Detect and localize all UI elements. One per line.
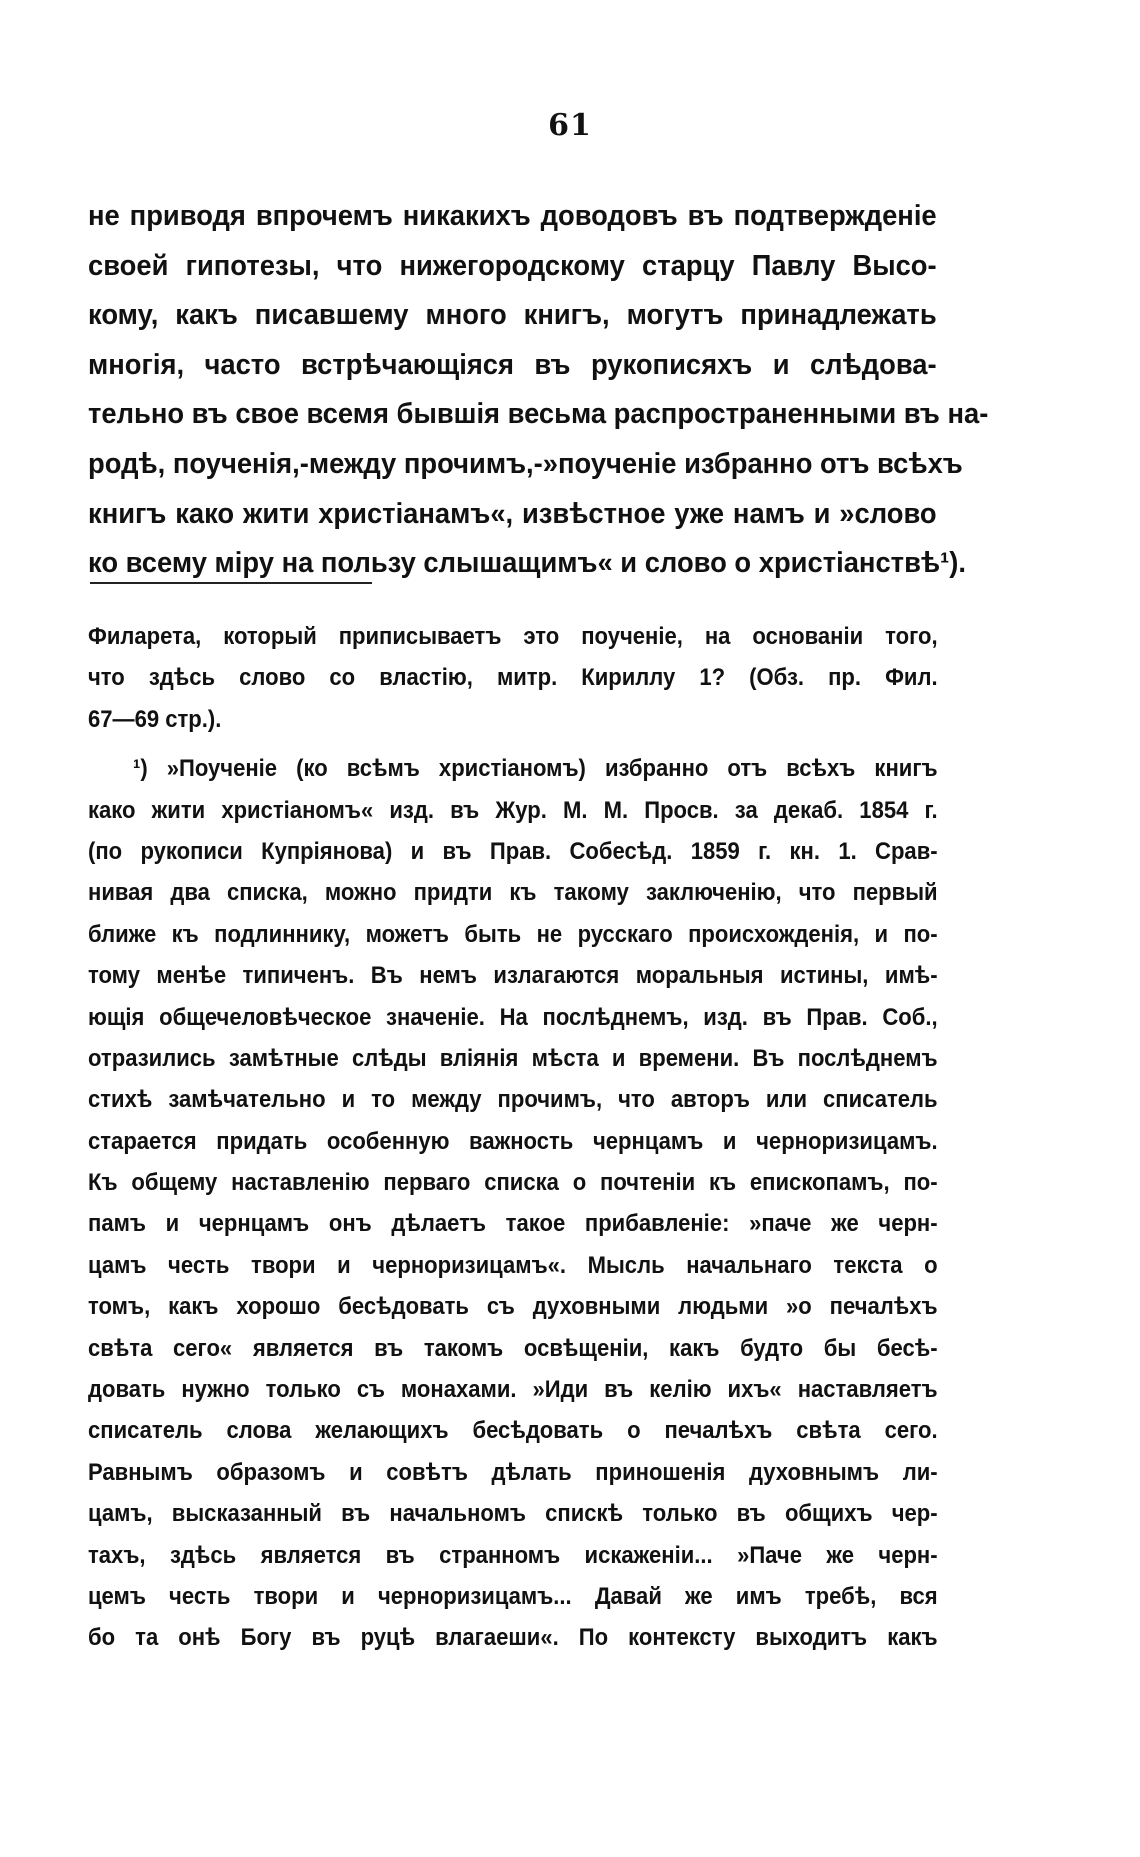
footnote-line: отразились замѣтные слѣды вліянія мѣста и времени. Въ послѣднемъ — [88, 1044, 938, 1072]
footnotes-block — [88, 616, 938, 1659]
footnote-gap — [88, 740, 938, 748]
main-text-line: многія, часто встрѣчающіяся въ рукописяхъ и слѣдова- — [88, 348, 937, 381]
footnote-line: бо та онѣ Богу въ руцѣ влагаеши«. По контексту выходитъ какъ — [88, 1624, 938, 1652]
main-text-line: тельно въ свое всемя бывшія весьма распространенными въ на- — [88, 398, 989, 431]
main-text-line: кому, какъ писавшему много книгъ, могутъ принадлежать — [88, 299, 937, 332]
footnote-line: свѣта сего« является въ такомъ освѣщеніи, какъ будто бы бесѣ- — [88, 1334, 938, 1362]
footnote-line: тахъ, здѣсь является въ странномъ искаженіи... »Паче же черн- — [88, 1541, 938, 1569]
footnote-line: тому менѣе типиченъ. Въ немъ излагаются моральныя истины, имѣ- — [88, 962, 938, 990]
footnote-line: цамъ, высказанный въ начальномъ спискѣ только въ общихъ чер- — [88, 1500, 938, 1528]
footnote-line: довать нужно только съ монахами. »Иди въ келію ихъ« наставляетъ — [88, 1376, 938, 1404]
main-text-line: не приводя впрочемъ никакихъ доводовъ въ подтвержденіе — [88, 200, 937, 232]
main-text-line: своей гипотезы, что нижегородскому старцу Павлу Высо- — [88, 249, 937, 282]
footnote-line: нивая два списка, можно придти къ такому заключенію, что первый — [88, 879, 938, 907]
footnote-line: списатель слова желающихъ бесѣдовать о печалѣхъ свѣта сего. — [88, 1417, 938, 1445]
main-text-block — [88, 192, 989, 589]
main-text-line: ко всему міру на пользу слышащимъ« и слово о христіанствѣ¹). — [88, 547, 966, 580]
footnote-line: стихѣ замѣчательно и то между прочимъ, что авторъ или списатель — [88, 1086, 938, 1114]
footnote-line: памъ и чернцамъ онъ дѣлаетъ такое прибавленіе: »паче же черн- — [88, 1210, 938, 1238]
footnote-line: како жити христіаномъ« изд. въ Жур. М. М. Просв. за декаб. 1854 г. — [88, 796, 938, 824]
footnote-continuation-line: что здѣсь слово со властію, митр. Кириллу 1? (Обз. пр. Фил. — [88, 664, 938, 692]
footnote-line: ближе къ подлиннику, можетъ быть не русскаго происхожденія, и по- — [88, 920, 938, 948]
main-text-line: книгъ како жити христіанамъ«, извѣстное уже намъ и »слово — [88, 497, 937, 530]
footnote-line: ющія общечеловѣческое значеніе. На послѣднемъ, изд. въ Прав. Соб., — [88, 1003, 938, 1031]
footnote-line: старается придать особенную важность чернцамъ и черноризицамъ. — [88, 1127, 938, 1155]
footnote-line: Равнымъ образомъ и совѣтъ дѣлать приношенія духовнымъ ли- — [88, 1458, 938, 1486]
footnote-line: цемъ честь твори и черноризицамъ... Давай же имъ требѣ, вся — [88, 1582, 938, 1610]
footnote-line: томъ, какъ хорошо бесѣдовать съ духовными людьми »о печалѣхъ — [88, 1293, 938, 1321]
page-number: 61 — [548, 108, 592, 143]
footnote-line: цамъ честь твори и черноризицамъ«. Мысль начальнаго текста о — [88, 1251, 938, 1279]
footnote-continuation-line: 67—69 стр.). — [88, 705, 222, 733]
main-text-line: родѣ, поученія,-между прочимъ,-»поученіе избранно отъ всѣхъ — [88, 447, 963, 480]
footnote-continuation-line: Филарета, который приписываетъ это поученіе, на основаніи того, — [88, 623, 938, 650]
footnote-line: ¹) »Поученіе (ко всѣмъ христіаномъ) избранно отъ всѣхъ книгъ — [133, 755, 938, 783]
footnote-line: (по рукописи Купріянова) и въ Прав. Собесѣд. 1859 г. кн. 1. Срав- — [88, 837, 938, 865]
footnote-line: Къ общему наставленію перваго списка о почтеніи къ епископамъ, по- — [88, 1169, 938, 1197]
footnote-separator-rule — [90, 582, 372, 584]
